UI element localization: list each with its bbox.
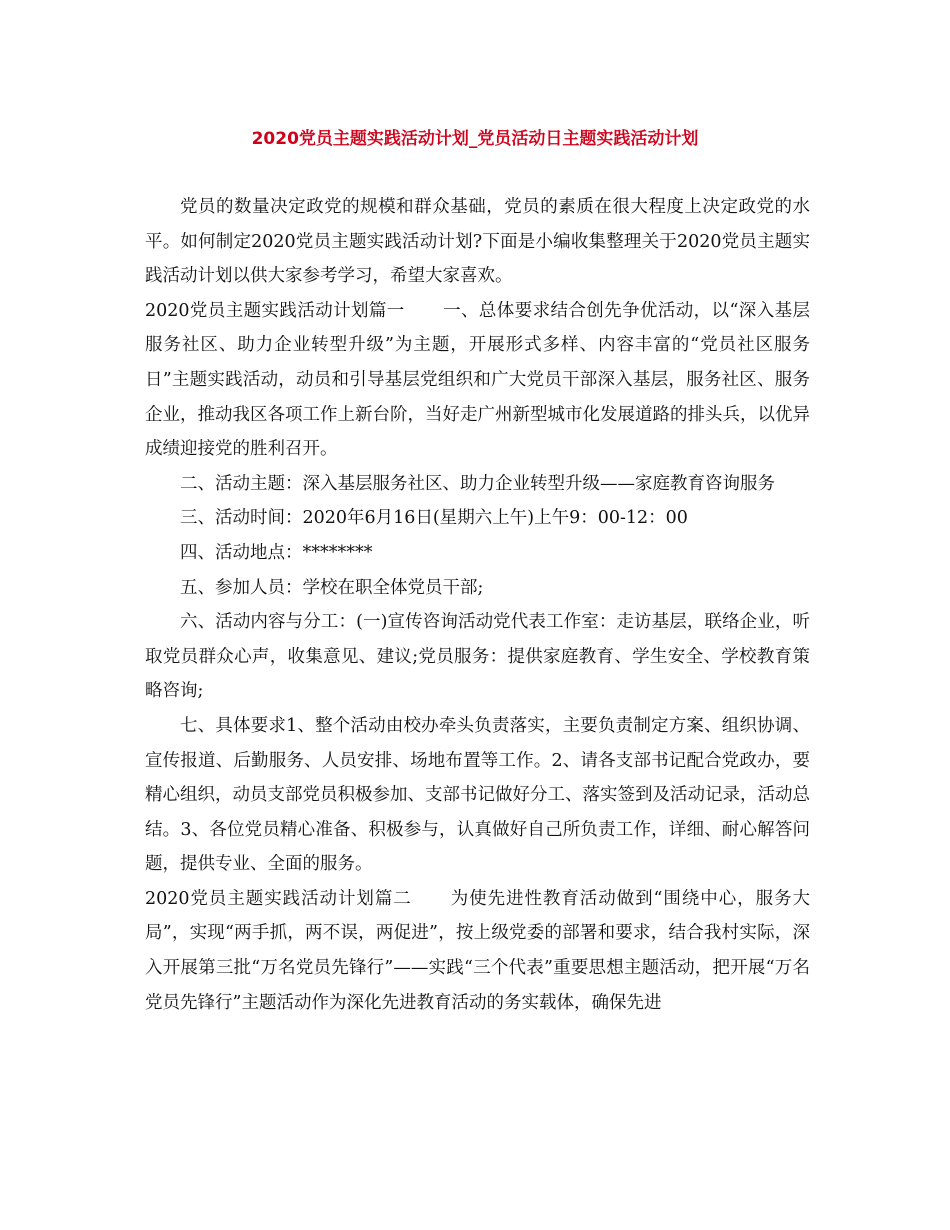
paragraph-requirements (145, 709, 810, 882)
paragraph-text: 党员的数量决定政党的规模和群众基础，党员的素质在很大程度上决定政党的水平。如何制定2020党员主题实践活动计划?下面是小编收集整理关于2020党员主题实践活动计划以供大家参考学习，希望大家喜欢。 (145, 197, 810, 287)
paragraph-text: 一、总体要求结合创先争优活动，以“深入基层服务社区、助力企业转型升级”为主题，开展形式多样、内容丰富的“党员社区服务日”主题实践活动，动员和引导基层党组织和广大党员干部深入基层，服务社区、服务企业，推动我区各项工作上新台阶，当好走广州新型城市化发展道路的排头兵，以优异成绩迎接党的胜利召开。 (145, 300, 810, 460)
document-body (145, 190, 810, 1020)
paragraph-plan-one (145, 294, 810, 467)
paragraph-text: 六、活动内容与分工：(一)宣传咨询活动党代表工作室：走访基层，联络企业，听取党员群众心声，收集意见、建议;党员服务：提供家庭教育、学生安全、学校教育策略咨询; (145, 612, 810, 702)
document-title: 2020党员主题实践活动计划_党员活动日主题实践活动计划 (251, 129, 699, 149)
paragraph-text: 五、参加人员：学校在职全体党员干部; (180, 577, 484, 598)
paragraph-theme (145, 467, 810, 502)
section-heading-plan-two: 2020党员主题实践活动计划篇二 (145, 888, 412, 909)
paragraph-plan-two (145, 882, 810, 1020)
paragraph-text: 七、具体要求1、整个活动由校办牵头负责落实，主要负责制定方案、组织协调、宣传报道、后勤服务、人员安排、场地布置等工作。2、请各支部书记配合党政办，要精心组织，动员支部党员积极参加、支部书记做好分工、落实签到及活动记录，活动总结。3、各位党员精心准备、积极参与，认真做好自己所负责工作，详细、耐心解答问题，提供专业、全面的服务。 (145, 715, 810, 875)
paragraph-text: 二、活动主题：深入基层服务社区、助力企业转型升级——家庭教育咨询服务 (180, 473, 775, 494)
paragraph-text: 为使先进性教育活动做到“围绕中心，服务大局”，实现“两手抓，两不误，两促进”，按上级党委的部署和要求，结合我村实际，深入开展第三批“万名党员先锋行”——实践“三个代表”重要思想主题活动，把开展“万名党员先锋行”主题活动作为深化先进教育活动的务实载体，确保先进 (145, 888, 810, 1013)
paragraph-location (145, 536, 810, 571)
paragraph-intro (145, 190, 810, 294)
paragraph-time (145, 501, 810, 536)
paragraph-text: 三、活动时间：2020年6月16日(星期六上午)上午9：00-12：00 (180, 508, 688, 529)
paragraph-text: 四、活动地点：******** (180, 542, 373, 563)
paragraph-participants (145, 571, 810, 606)
section-heading-plan-one: 2020党员主题实践活动计划篇一 (145, 300, 405, 321)
paragraph-content-division (145, 605, 810, 709)
